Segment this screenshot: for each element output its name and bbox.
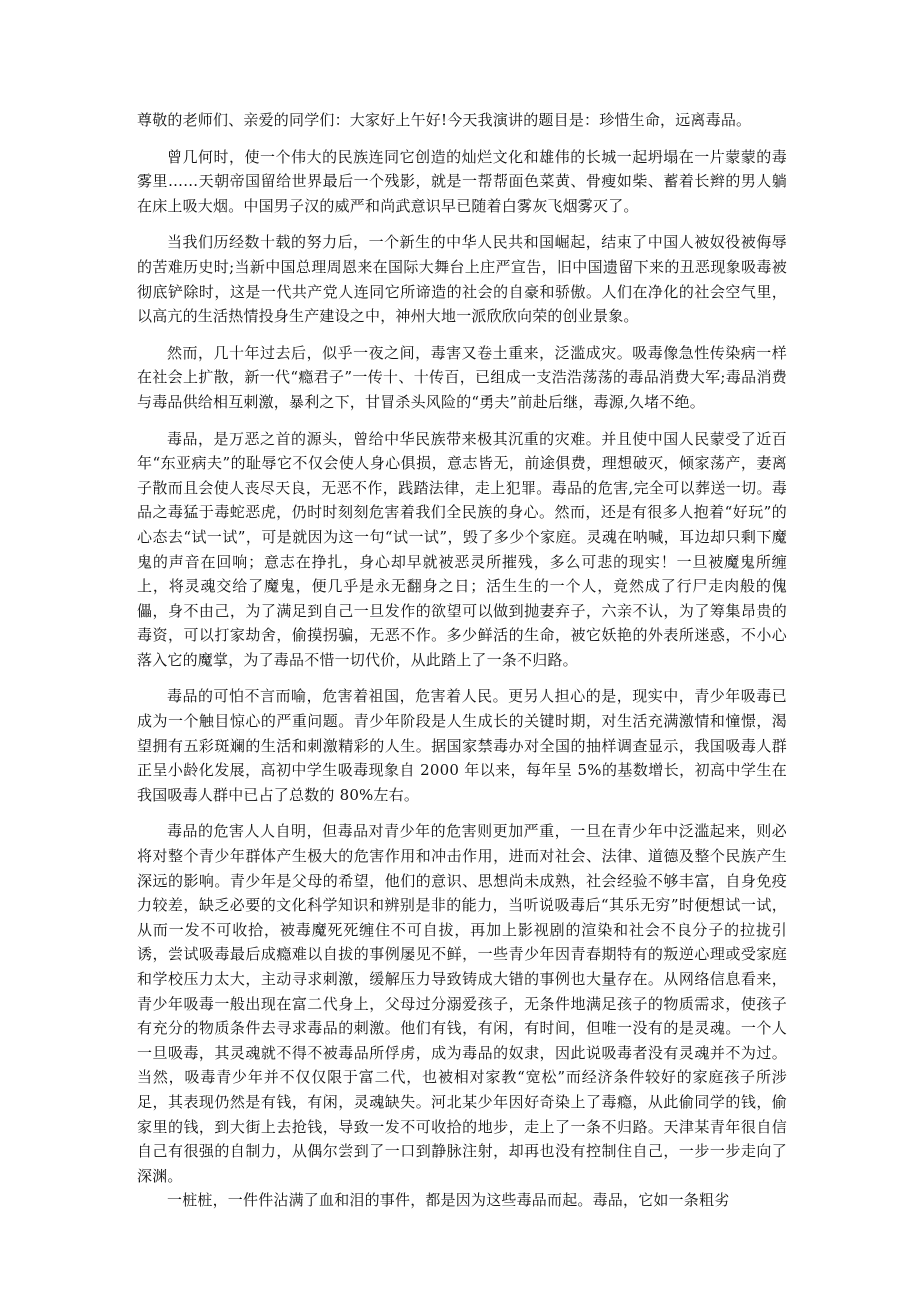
paragraph-new-china: 当我们历经数十载的努力后，一个新生的中华人民共和国崛起，结束了中国人被奴役被侮辱的苦难历史时;当新中国总理周恩来在国际大舞台上庄严宣告，旧中国遗留下来的丑恶现象吸毒被彻底铲除时，这是一代共产党人连同它所谛造的社会的自豪和骄傲。人们在净化的社会空气里，以高亢的生活热情投身生产建设之中，神州大地一派欣欣向荣的创业景象。 (137, 233, 787, 326)
paragraph-history: 曾几何时，使一个伟大的民族连同它创造的灿烂文化和雄伟的长城一起坍塌在一片蒙蒙的毒雾里……天朝帝国留给世界最后一个残影，就是一帮帮面色菜黄、骨瘦如柴、蓄着长辫的男人躺在床上吸大烟。中国男子汉的威严和尚武意识早已随着白雾灰飞烟雾灭了。 (137, 147, 787, 215)
paragraph-closing: 一桩桩，一件件沾满了血和泪的事件，都是因为这些毒品而起。毒品，它如一条粗劣 (167, 1191, 730, 1210)
paragraph-youth-statistics: 毒品的可怕不言而喻，危害着祖国，危害着人民。更另人担心的是，现实中，青少年吸毒已成为一个触目惊心的严重问题。青少年阶段是人生成长的关键时期，对生活充满激情和憧憬，渴望拥有五彩斑斓的生活和刺激精彩的人生。据国家禁毒办对全国的抽样调查显示，我国吸毒人群正呈小龄化发展，高初中学生吸毒现象自 2000 年以来，每年呈 5%的基数增长，初高中学生在我国吸毒人群中已占了总数的 80%左右。 (137, 687, 787, 804)
greeting-paragraph: 尊敬的老师们、亲爱的同学们：大家好上午好!今天我演讲的题目是：珍惜生命，远离毒品。 (137, 111, 752, 129)
paragraph-youth-harm: 毒品的危害人人自明，但毒品对青少年的危害则更加严重，一旦在青少年中泛滥起来，则必将对整个青少年群体产生极大的危害作用和冲击作用，进而对社会、法律、道德及整个民族产生深远的影响。青少年是父母的希望，他们的意识、思想尚未成熟，社会经验不够丰富，自身免疫力较差，缺乏必要的文化科学知识和辨别是非的能力，当听说吸毒后“其乐无穷”时便想试一试，从而一发不可收拾，被毒魔死死缠住不可自拔，再加上影视剧的渲染和社会不良分子的拉拢引诱，尝试吸毒最后成瘾难以自拔的事例屡见不鲜，一些青少年因青春期特有的叛逆心理或受家庭和学校压力太大，主动寻求刺激，缓解压力导致铸成大错的事例也大量存在。从网络信息看来，青少年吸毒一般出现在富二代身上，父母过分溺爱孩子，无条件地满足孩子的物质需求，使孩子有充分的物质条件去寻求毒品的刺激。他们有钱，有闲，有时间，但唯一没有的是灵魂。一个人一旦吸毒，其灵魂就不得不被毒品所俘虏，成为毒品的奴隶，因此说吸毒者没有灵魂并不为过。当然，吸毒青少年并不仅仅限于富二代，也被相对家教“宽松”而经济条件较好的家庭孩子所涉足，其表现仍然是有钱，有闲，灵魂缺失。河北某少年因好奇染上了毒瘾，从此偷同学的钱，偷家里的钱，到大街上去抢钱，导致一发不可收拾的地步，走上了一条不归路。天津某青年很自信自己有很强的自制力，从偶尔尝到了一口到静脉注射，却再也没有控制住自己，一步一步走向了深渊。 (137, 822, 787, 1185)
paragraph-resurgence: 然而，几十年过去后，似乎一夜之间，毒害又卷土重来，泛滥成灾。吸毒像急性传染病一样在社会上扩散，新一代“瘾君子”一传十、十传百，已组成一支浩浩荡荡的毒品消费大军;毒品消费与毒品供给相互刺激，暴利之下，甘冒杀头风险的“勇夫”前赴后继，毒源,久堵不绝。 (137, 343, 787, 411)
document-page (137, 108, 787, 1225)
paragraph-harm: 毒品，是万恶之首的源头，曾给中华民族带来极其沉重的灾难。并且使中国人民蒙受了近百年“东亚病夫”的耻辱它不仅会使人身心俱损，意志皆无，前途俱费，理想破灭，倾家荡产，妻离子散而且会使人丧尽天良，无恶不作，践踏法律，走上犯罪。毒品的危害,完全可以葬送一切。毒品之毒猛于毒蛇恶虎，仍时时刻刻危害着我们全民族的身心。然而，还是有很多人抱着“好玩”的心态去“试一试”，可是就因为这一句“试一试”，毁了多少个家庭。灵魂在呐喊，耳边却只剩下魔鬼的声音在回响；意志在挣扎，身心却早就被恶灵所摧残，多么可悲的现实！一旦被魔鬼所缠上，将灵魂交给了魔鬼，便几乎是永无翻身之日；活生生的一个人，竟然成了行尸走肉般的傀儡，身不由己，为了满足到自己一旦发作的欲望可以做到抛妻弃子，六亲不认，为了筹集昂贵的毒资，可以打家劫舍，偷摸拐骗，无恶不作。多少鲜活的生命，被它妖艳的外表所迷惑，不小心落入它的魔掌，为了毒品不惜一切代价，从此踏上了一条不归路。 (137, 429, 787, 669)
